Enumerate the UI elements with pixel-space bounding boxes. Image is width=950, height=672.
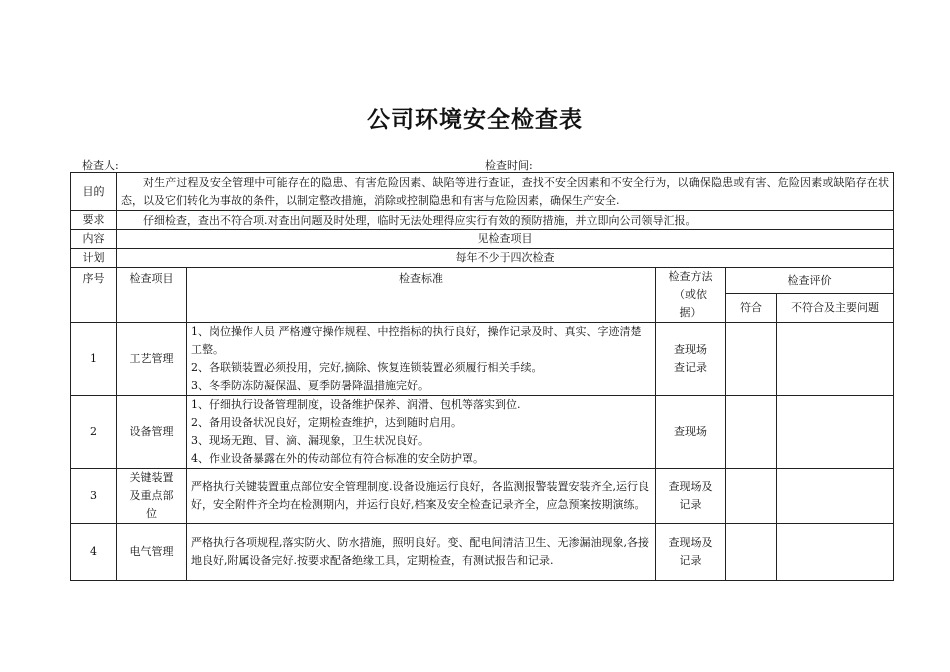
row-item	[117, 469, 187, 524]
header-evaluation: 检查评价	[726, 268, 894, 294]
content-text: 见检查项目	[117, 230, 894, 249]
row-nonconform-cell[interactable]	[777, 469, 894, 524]
standard-line: 1、仔细执行设备管理制度，设备维护保养、润滑、包机等落实到位.	[191, 398, 521, 411]
table-row	[71, 323, 894, 396]
table-row	[71, 469, 894, 524]
header-no: 序号	[71, 268, 117, 323]
header-nonconform: 不符合及主要问题	[777, 294, 894, 323]
row-conform-cell[interactable]	[726, 469, 777, 524]
method-line: 查记录	[674, 361, 707, 374]
requirement-row	[71, 211, 894, 230]
method-line: 记录	[679, 498, 702, 511]
standard-line: 严格执行关键装置重点部位安全管理制度.设备设施运行良好，各监测报警装置安装齐全,运行良好，安全附件齐全均在检测期内，并运行良好,档案及安全检查记录齐全，应急预案按期演练。	[191, 480, 649, 511]
row-standard	[187, 524, 656, 581]
row-no: 2	[71, 396, 117, 469]
row-no: 1	[71, 323, 117, 396]
content-label: 内容	[71, 230, 117, 249]
row-no: 4	[71, 524, 117, 581]
header-conform: 符合	[726, 294, 777, 323]
header-method-line: （或依	[674, 288, 707, 301]
standard-line: 1、岗位操作人员 严格遵守操作规程、中控指标的执行良好，操作记录及时、真实、字迹清楚工整。	[191, 325, 642, 356]
method-line: 查现场及	[668, 536, 713, 549]
row-standard	[187, 469, 656, 524]
row-item: 设备管理	[117, 396, 187, 469]
standard-line: 4、作业设备暴露在外的传动部位有符合标准的安全防护罩。	[191, 452, 484, 465]
header-method-line: 据）	[679, 306, 702, 319]
inspection-table	[70, 172, 894, 581]
standard-line: 2、各联锁装置必须投用，完好,摘除、恢复连锁装置必须履行相关手续。	[191, 361, 543, 374]
purpose-label: 目的	[71, 173, 117, 211]
header-row	[71, 268, 894, 294]
row-nonconform-cell[interactable]	[777, 396, 894, 469]
standard-line: 3、冬季防冻防凝保温、夏季防暑降温措施完好。	[191, 379, 429, 392]
row-item: 工艺管理	[117, 323, 187, 396]
row-method	[656, 323, 726, 396]
item-line: 及重点部	[129, 489, 174, 502]
row-standard	[187, 396, 656, 469]
header-standard: 检查标准	[187, 268, 656, 323]
row-conform-cell[interactable]	[726, 323, 777, 396]
table-row	[71, 524, 894, 581]
purpose-text: 对生产过程及安全管理中可能存在的隐患、有害危险因素、缺陷等进行查证，查找不安全因素和不安全行为，以确保隐患或有害、危险因素或缺陷存在状态，以及它们转化为事故的条件，以制定整改措施，消除或控制隐患和有害与危险因素，确保生产安全.	[117, 173, 894, 211]
method-line: 记录	[679, 554, 702, 567]
standard-line: 2、备用设备状况良好，定期检查维护，达到随时启用。	[191, 416, 462, 429]
table-row	[71, 396, 894, 469]
standard-line: 3、现场无跑、冒、滴、漏现象，卫生状况良好。	[191, 434, 429, 447]
header-method	[656, 268, 726, 323]
page-title: 公司环境安全检查表	[367, 107, 583, 133]
row-no: 3	[71, 469, 117, 524]
row-conform-cell[interactable]	[726, 396, 777, 469]
row-method	[656, 524, 726, 581]
requirement-text: 仔细检查，查出不符合项.对查出问题及时处理，临时无法处理得应实行有效的预防措施，并立即向公司领导汇报。	[117, 211, 894, 230]
method-line: 查现场	[674, 343, 707, 356]
row-method	[656, 396, 726, 469]
row-item: 电气管理	[117, 524, 187, 581]
plan-row	[71, 249, 894, 268]
header-item: 检查项目	[117, 268, 187, 323]
inspection-time-label: 检查时间:	[485, 159, 533, 172]
header-method-line: 检查方法	[668, 270, 713, 283]
plan-text: 每年不少于四次检查	[117, 249, 894, 268]
row-conform-cell[interactable]	[726, 524, 777, 581]
method-line: 查现场	[674, 425, 707, 438]
plan-label: 计划	[71, 249, 117, 268]
inspector-label: 检查人:	[82, 159, 119, 172]
row-nonconform-cell[interactable]	[777, 524, 894, 581]
row-standard	[187, 323, 656, 396]
row-method	[656, 469, 726, 524]
row-nonconform-cell[interactable]	[777, 323, 894, 396]
item-line: 位	[146, 507, 157, 520]
item-line: 关键装置	[129, 471, 174, 484]
requirement-label: 要求	[71, 211, 117, 230]
method-line: 查现场及	[668, 480, 713, 493]
content-row	[71, 230, 894, 249]
purpose-row	[71, 173, 894, 211]
standard-line: 严格执行各项规程,落实防火、防水措施，照明良好。变、配电间清洁卫生、无渗漏油现象,各接地良好,附属设备完好.按要求配备绝缘工具，定期检查，有测试报告和记录.	[191, 536, 649, 567]
